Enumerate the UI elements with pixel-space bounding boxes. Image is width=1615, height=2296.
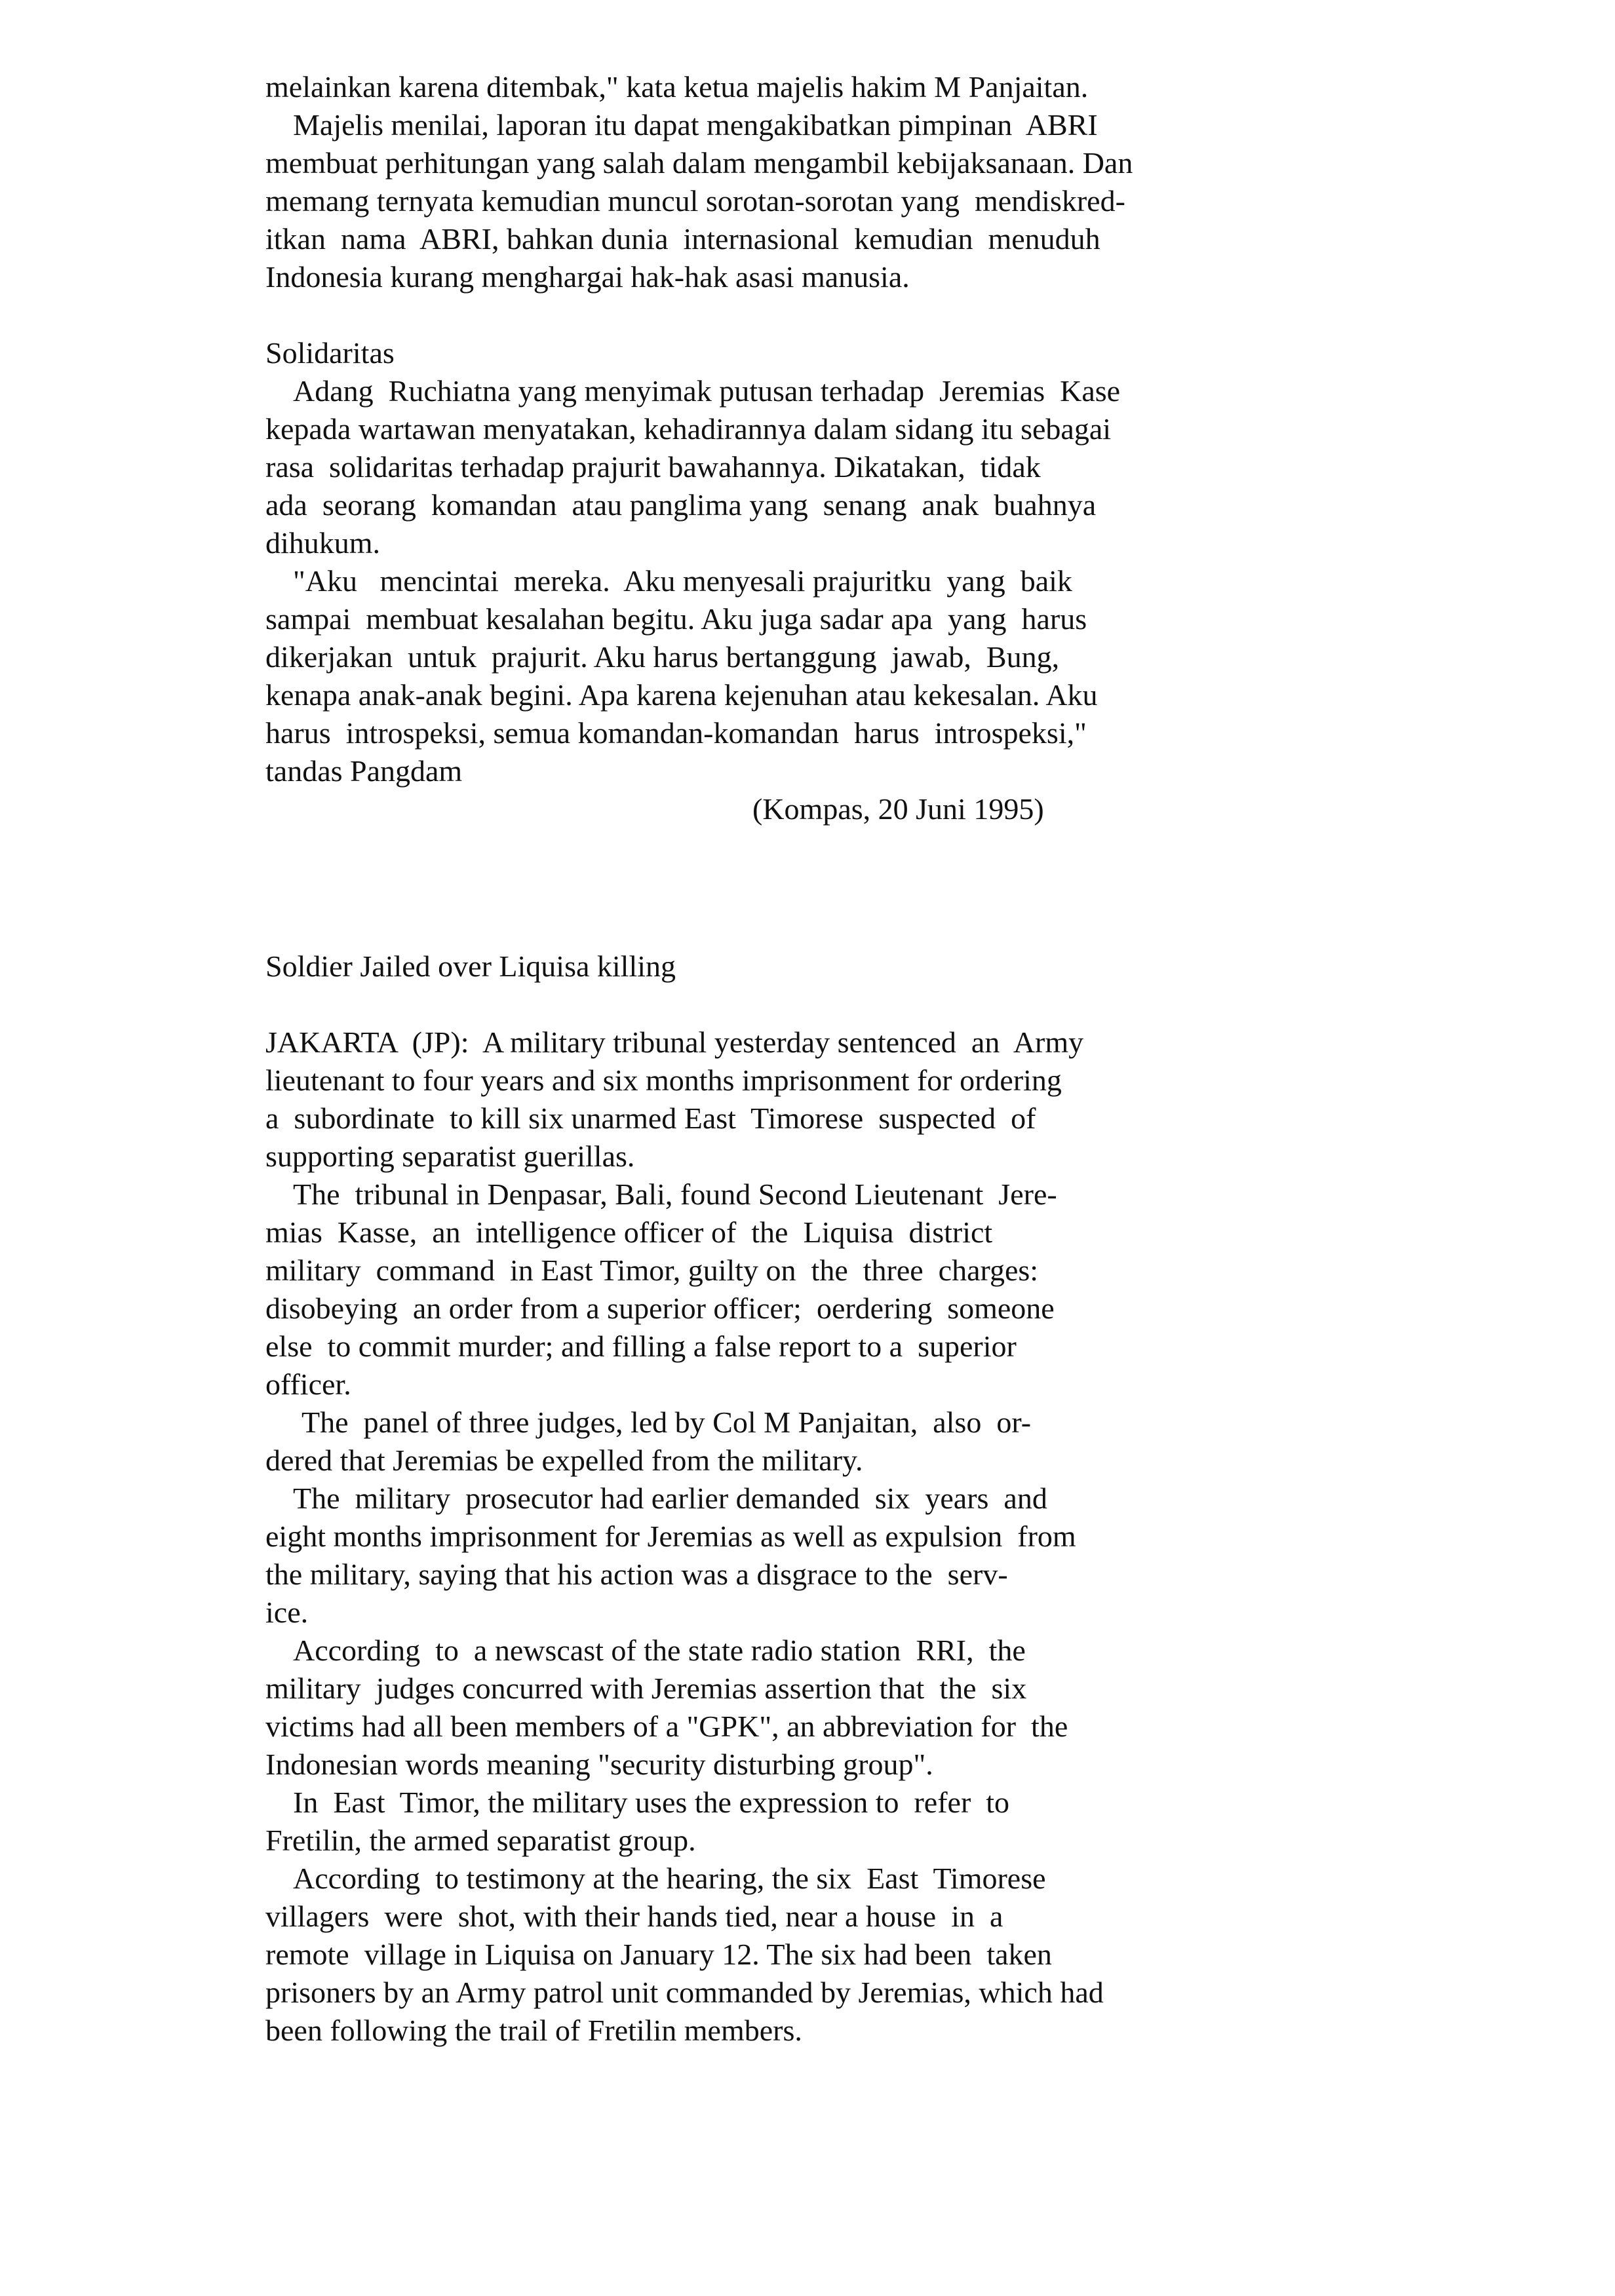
article2-line: Indonesian words meaning "security disturbing group". xyxy=(265,1748,933,1781)
article1-line: tandas Pangdam xyxy=(265,754,463,788)
article2-line: military judges concurred with Jeremias assertion that the six xyxy=(265,1672,1027,1705)
article1-line: kenapa anak-anak begini. Apa karena kejenuhan atau kekesalan. Aku xyxy=(265,678,1098,712)
article2-line: lieutenant to four years and six months imprisonment for ordering xyxy=(265,1063,1062,1097)
article1-line: "Aku mencintai mereka. Aku menyesali prajuritku yang baik xyxy=(293,564,1072,598)
article1-line: itkan nama ABRI, bahkan dunia internasional kemudian menuduh xyxy=(265,222,1100,256)
article2-line: eight months imprisonment for Jeremias as well as expulsion from xyxy=(265,1520,1076,1553)
article2-line: villagers were shot, with their hands tied, near a house in a xyxy=(265,1900,1003,1933)
article1-line: sampai membuat kesalahan begitu. Aku juga sadar apa yang harus xyxy=(265,602,1087,636)
article1-line: membuat perhitungan yang salah dalam mengambil kebijaksanaan. Dan xyxy=(265,146,1133,180)
article2-line: dered that Jeremias be expelled from the military. xyxy=(265,1444,863,1477)
article1-line: melainkan karena ditembak," kata ketua majelis hakim M Panjaitan. xyxy=(265,70,1089,104)
article2-line: JAKARTA (JP): A military tribunal yesterday sentenced an Army xyxy=(265,1025,1084,1059)
article1-source: (Kompas, 20 Juni 1995) xyxy=(752,792,1044,826)
article2-line: mias Kasse, an intelligence officer of the Liquisa district xyxy=(265,1215,993,1249)
article1-line: Indonesia kurang menghargai hak-hak asasi manusia. xyxy=(265,260,910,294)
article1-line: rasa solidaritas terhadap prajurit bawahannya. Dikatakan, tidak xyxy=(265,450,1041,484)
article2-line: else to commit murder; and filling a false report to a superior xyxy=(265,1330,1017,1363)
article2-line: Fretilin, the armed separatist group. xyxy=(265,1824,696,1857)
article2-line: supporting separatist guerillas. xyxy=(265,1139,635,1173)
article2-line: disobeying an order from a superior officer; oerdering someone xyxy=(265,1292,1055,1325)
article2-line: a subordinate to kill six unarmed East Timorese suspected of xyxy=(265,1101,1036,1135)
section-heading-solidaritas: Solidaritas xyxy=(265,336,395,370)
article1-line: dihukum. xyxy=(265,526,381,560)
article2-title: Soldier Jailed over Liquisa killing xyxy=(265,949,676,983)
article2-line: remote village in Liquisa on January 12. The six had been taken xyxy=(265,1938,1052,1971)
article1-line: Majelis menilai, laporan itu dapat mengakibatkan pimpinan ABRI xyxy=(293,108,1098,142)
article2-line: The tribunal in Denpasar, Bali, found Second Lieutenant Jere- xyxy=(293,1177,1057,1211)
article1-line: Adang Ruchiatna yang menyimak putusan terhadap Jeremias Kase xyxy=(293,374,1121,408)
article2-line: ice. xyxy=(265,1596,309,1629)
article2-line: been following the trail of Fretilin members. xyxy=(265,2014,802,2047)
article2-line: military command in East Timor, guilty on the three charges: xyxy=(265,1253,1039,1287)
article1-line: harus introspeksi, semua komandan-komandan harus introspeksi," xyxy=(265,716,1087,750)
article2-line: According to testimony at the hearing, the six East Timorese xyxy=(293,1862,1046,1895)
article2-line: the military, saying that his action was a disgrace to the serv- xyxy=(265,1558,1008,1591)
article2-line: victims had all been members of a "GPK", an abbreviation for the xyxy=(265,1710,1068,1743)
article2-line: According to a newscast of the state radio station RRI, the xyxy=(293,1634,1026,1667)
article2-line: prisoners by an Army patrol unit commanded by Jeremias, which had xyxy=(265,1976,1104,2009)
article2-line: The military prosecutor had earlier demanded six years and xyxy=(293,1482,1047,1515)
article2-line: officer. xyxy=(265,1368,351,1401)
article2-line: The panel of three judges, led by Col M Panjaitan, also or- xyxy=(302,1406,1032,1439)
article1-line: memang ternyata kemudian muncul sorotan-sorotan yang mendiskred- xyxy=(265,184,1125,218)
article1-line: dikerjakan untuk prajurit. Aku harus bertanggung jawab, Bung, xyxy=(265,640,1060,674)
article2-line: In East Timor, the military uses the expression to refer to xyxy=(293,1786,1010,1819)
article1-line: ada seorang komandan atau panglima yang senang anak buahnya xyxy=(265,488,1097,522)
article1-line: kepada wartawan menyatakan, kehadirannya dalam sidang itu sebagai xyxy=(265,412,1112,446)
